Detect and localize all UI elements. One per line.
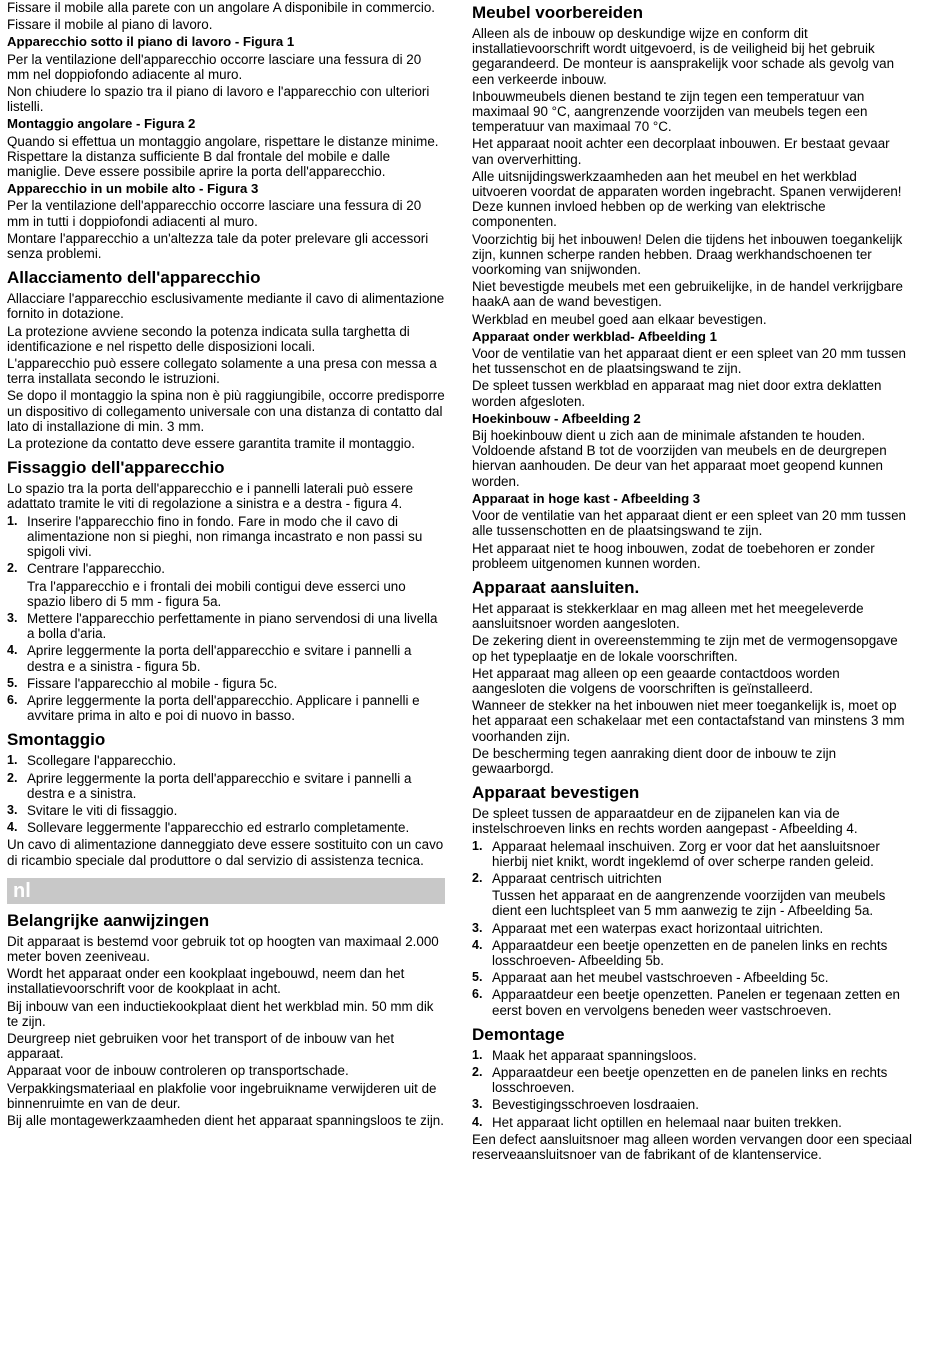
step-number: 1. — [7, 753, 18, 768]
section-heading: Apparaat aansluiten. — [472, 577, 640, 597]
step-text: Het apparaat licht optillen en helemaal naar buiten trekken. — [492, 1114, 842, 1130]
step-number: 2. — [472, 1064, 483, 1079]
step-item — [472, 987, 912, 1017]
step-item — [472, 1048, 912, 1063]
paragraph: L'apparecchio può essere collegato solamente a una presa con messa a terra installata secondo le istruzioni. — [7, 356, 437, 387]
paragraph: Allacciare l'apparecchio esclusivamente mediante il cavo di alimentazione fornito in dotazione. — [7, 291, 445, 322]
step-text: Apparaat met een waterpas exact horizontaal uitrichten. — [492, 920, 824, 936]
step-text: Apparaatdeur een beetje openzetten en de panelen links en rechts losschroeven- Afbeelding 5b. — [492, 937, 888, 968]
step-item — [472, 921, 912, 936]
step-text: Aprire leggermente la porta dell'apparecchio e svitare i pannelli a destra e a sinistra - figura 5b. — [27, 643, 412, 674]
step-text: Svitare le viti di fissaggio. — [27, 802, 178, 818]
step-number: 2. — [472, 870, 483, 885]
paragraph: Se dopo il montaggio la spina non è più raggiungibile, occorre predisporre un dispositivo di collegamento universale con una distanza di contatto dal lato di installazione di min. 3 mm. — [7, 388, 445, 434]
paragraph: Fissare il mobile al piano di lavoro. — [7, 17, 213, 33]
step-text: Apparaat centrisch uitrichten — [492, 870, 662, 886]
paragraph: Apparaat voor de inbouw controleren op transportschade. — [7, 1063, 349, 1079]
paragraph: Fissare il mobile alla parete con un angolare A disponibile in commercio. — [7, 0, 435, 15]
step-item — [472, 1097, 912, 1112]
step-text: Apparaat helemaal inschuiven. Zorg er voor dat het aansluitsnoer hierbij niet knikt, wordt ingeklemd of over scherpe randen geleid. — [492, 838, 880, 869]
step-number: 4. — [7, 643, 18, 658]
paragraph: Wanneer de stekker na het inbouwen niet meer toegankelijk is, moet op het apparaat een schakelaar met een contactafstand van minstens 3 mm voorhanden zijn. — [472, 698, 905, 744]
step-text: Mettere l'apparecchio perfettamente in piano servendosi di una livella a bolla d'aria. — [27, 610, 438, 642]
paragraph: Inbouwmeubels dienen bestand te zijn tegen een temperatuur van maximaal 90 °C, aangrenzende voorzijden van meubels tegen een temperatuur van maximaal 70 °C. — [472, 88, 868, 135]
step-number: 1. — [472, 1047, 483, 1062]
step-item — [472, 1115, 912, 1130]
subheading: Apparecchio in un mobile alto - Figura 3 — [7, 181, 259, 197]
paragraph: Niet bevestigde meubels met een gebruikelijke, in de handel verkrijgbare haakA aan de wand bevestigen. — [472, 279, 903, 310]
subheading: Montaggio angolare - Figura 2 — [7, 116, 196, 132]
step-item — [7, 771, 445, 801]
step-number: 3. — [472, 1097, 483, 1112]
paragraph: La protezione da contatto deve essere garantita tramite il montaggio. — [7, 436, 415, 452]
step-number: 4. — [472, 937, 483, 952]
right-column — [472, 0, 912, 1164]
step-number: 6. — [7, 692, 18, 707]
language-bar — [7, 878, 445, 904]
paragraph: Voor de ventilatie van het apparaat dient er een spleet van 20 mm tussen alle tussenschotten en de plaatsingswand te zijn. — [472, 508, 906, 539]
paragraph: De zekering dient in overeenstemming te zijn met de vermogensopgave op het typeplaatje en de lokale voorschriften. — [472, 633, 898, 664]
paragraph: Het apparaat mag alleen op een geaarde contactdoos worden aangesloten die volgens de voorschriften is geïnstalleerd. — [472, 665, 840, 696]
paragraph: Quando si effettua un montaggio angolare, rispettare le distanze minime. Rispettare la distanza sufficiente B dal frontale del mobile e dalle maniglie. Deve essere possibile aprire la porta dell'apparecchio. — [7, 133, 439, 180]
step-text: Fissare l'apparecchio al mobile - figura 5c. — [27, 675, 278, 691]
step-number: 5. — [472, 970, 483, 985]
steps-list — [472, 839, 912, 1018]
step-item — [472, 970, 912, 985]
section-heading: Apparaat bevestigen — [472, 783, 640, 803]
paragraph: Alleen als de inbouw op deskundige wijze en conform dit installatievoorschrift wordt uitgevoerd, is de veiligheid bij het gebruik gegarandeerd. De monteur is aansprakelijk voor schade als gevolg van een verkeerde inbouw. — [472, 26, 895, 87]
paragraph: Non chiudere lo spazio tra il piano di lavoro e l'apparecchio con ulteriori listelli. — [7, 84, 430, 115]
paragraph: Een defect aansluitsnoer mag alleen worden vervangen door een speciaal reserveaansluitsnoer van de fabrikant of de klantenservice. — [472, 1131, 912, 1162]
paragraph: Alle uitsnijdingswerkzaamheden aan het meubel en het werkblad uitvoeren voordat de apparaten worden ingebracht. Spanen verwijderen! Deze kunnen invloed hebben op de werking van elektrische componenten. — [472, 168, 902, 230]
steps-list — [7, 514, 445, 724]
step-number: 2. — [7, 770, 18, 785]
section-heading: Allacciamento dell'apparecchio — [7, 268, 261, 288]
paragraph: Deurgreep niet gebruiken voor het transport of de inbouw van het apparaat. — [7, 1030, 395, 1062]
paragraph: Dit apparaat is bestemd voor gebruik tot op hoogten van maximaal 2.000 meter boven zeeniveau. — [7, 933, 439, 964]
step-note: Tussen het apparaat en de aangrenzende voorzijden van meubels dient een luchtspleet van 5 mm aanwezig te zijn - Afbeelding 5a. — [492, 888, 886, 919]
step-number: 1. — [7, 513, 18, 528]
step-number: 3. — [7, 802, 18, 817]
paragraph: Bij hoekinbouw dient u zich aan de minimale afstanden te houden. Voldoende afstand B tot de voorzijden van meubels en de deurgrepen hiervan aanhouden. De deur van het apparaat moet geopend kunnen worden. — [472, 428, 887, 489]
paragraph: Per la ventilazione dell'apparecchio occorre lasciare una fessura di 20 mm nel doppiofondo adiacente al muro. — [7, 51, 422, 82]
step-item — [472, 938, 912, 968]
step-text: Inserire l'apparecchio fino in fondo. Fare in modo che il cavo di alimentazione non si pieghi, non rimanga incastrato e non passi su spigoli vivi. — [27, 513, 423, 560]
language-tag: nl — [13, 879, 31, 902]
step-text: Apparaatdeur een beetje openzetten en de panelen links en rechts losschroeven. — [492, 1064, 888, 1096]
paragraph: Het apparaat niet te hoog inbouwen, zodat de toebehoren er zonder probleem uitgenomen kunnen worden. — [472, 540, 875, 571]
step-number: 5. — [7, 675, 18, 690]
step-item — [472, 871, 912, 919]
step-item — [7, 753, 445, 768]
step-text: Bevestigingsschroeven losdraaien. — [492, 1097, 699, 1113]
paragraph: Het apparaat nooit achter een decorplaat inbouwen. Er bestaat gevaar van oververhitting. — [472, 136, 890, 167]
step-item — [7, 820, 445, 835]
step-item — [7, 643, 445, 673]
paragraph: Bij inbouw van een inductiekookplaat dient het werkblad min. 50 mm dik te zijn. — [7, 998, 434, 1029]
step-text: Apparaatdeur een beetje openzetten. Panelen er tegenaan zetten en eerst boven en vervolgens beneden weer vastschroeven. — [492, 987, 900, 1018]
section-heading: Fissaggio dell'apparecchio — [7, 458, 225, 478]
subheading: Apparaat in hoge kast - Afbeelding 3 — [472, 490, 701, 506]
step-item — [472, 1065, 912, 1095]
step-number: 3. — [472, 920, 483, 935]
steps-list — [472, 1048, 912, 1130]
left-column — [7, 0, 445, 1130]
step-text: Aprire leggermente la porta dell'apparecchio. Applicare i pannelli e avvitare prima in alto e poi di nuovo in basso. — [27, 692, 420, 724]
step-number: 3. — [7, 610, 18, 625]
paragraph: Montare l'apparecchio a un'altezza tale da poter prelevare gli accessori senza problemi. — [7, 230, 429, 262]
paragraph: Lo spazio tra la porta dell'apparecchio e i pannelli laterali può essere adattato tramite le viti di regolazione a sinistra e a destra - figura 4. — [7, 481, 414, 512]
step-item — [7, 514, 445, 560]
paragraph: Het apparaat is stekkerklaar en mag alleen met het meegeleverde aansluitsnoer worden aangesloten. — [472, 600, 864, 632]
step-text: Centrare l'apparecchio. — [27, 561, 166, 577]
paragraph: Verpakkingsmateriaal en plakfolie voor ingebruikname verwijderen uit de binnenruimte en van de deur. — [7, 1080, 437, 1111]
steps-list — [7, 753, 445, 835]
section-heading: Belangrijke aanwijzingen — [7, 910, 210, 930]
step-item — [472, 839, 912, 869]
step-item — [7, 676, 445, 691]
step-number: 1. — [472, 838, 483, 853]
step-number: 6. — [472, 987, 483, 1002]
step-text: Maak het apparaat spanningsloos. — [492, 1047, 697, 1063]
subheading: Apparaat onder werkblad- Afbeelding 1 — [472, 328, 717, 344]
step-number: 4. — [7, 820, 18, 835]
subheading: Apparecchio sotto il piano di lavoro - Figura 1 — [7, 34, 295, 50]
paragraph: De spleet tussen de apparaatdeur en de zijpanelen kan via de instelschroeven links en rechts worden aangepast - Afbeelding 4. — [472, 806, 858, 837]
paragraph: Un cavo di alimentazione danneggiato deve essere sostituito con un cavo di ricambio speciale dal produttore o dal servizio di assistenza tecnica. — [7, 837, 444, 868]
subheading: Hoekinbouw - Afbeelding 2 — [472, 410, 641, 426]
section-heading: Smontaggio — [7, 730, 106, 750]
paragraph: Wordt het apparaat onder een kookplaat ingebouwd, neem dan het installatievoorschrift voor de kookplaat in acht. — [7, 966, 405, 997]
step-number: 2. — [7, 561, 18, 576]
section-heading: Meubel voorbereiden — [472, 3, 643, 22]
paragraph: Voor de ventilatie van het apparaat dient er een spleet van 20 mm tussen het tussenschot en de plaatsingswand te zijn. — [472, 346, 906, 377]
paragraph: Werkblad en meubel goed aan elkaar bevestigen. — [472, 311, 767, 327]
step-item — [7, 803, 445, 818]
paragraph: De spleet tussen werkblad en apparaat mag niet door extra deklatten worden afgesloten. — [472, 378, 882, 409]
paragraph: De bescherming tegen aanraking dient door de inbouw te zijn gewaarborgd. — [472, 745, 837, 776]
step-text: Sollevare leggermente l'apparecchio ed estrarlo completamente. — [27, 820, 410, 836]
step-item — [7, 561, 445, 609]
step-note: Tra l'apparecchio e i frontali dei mobili contigui deve esserci uno spazio libero di 5 mm - figura 5a. — [27, 578, 406, 609]
step-text: Aprire leggermente la porta dell'apparecchio e svitare i pannelli a destra e a sinistra. — [27, 770, 412, 801]
step-item — [7, 693, 445, 723]
step-text: Apparaat aan het meubel vastschroeven - Afbeelding 5c. — [492, 970, 829, 986]
step-number: 4. — [472, 1114, 483, 1129]
step-text: Scollegare l'apparecchio. — [27, 753, 177, 769]
step-item — [7, 611, 445, 641]
section-heading: Demontage — [472, 1024, 565, 1044]
paragraph: Per la ventilazione dell'apparecchio occorre lasciare una fessura di 20 mm in tutti i doppiofondi adiacenti al muro. — [7, 198, 422, 229]
paragraph: Voorzichtig bij het inbouwen! Delen die tijdens het inbouwen toegankelijk zijn, kunnen scherpe randen hebben. Draag werkhandschoenen ter voorkoming van snijwonden. — [472, 231, 903, 278]
paragraph: Bij alle montagewerkzaamheden dient het apparaat spanningsloos te zijn. — [7, 1112, 444, 1128]
paragraph: La protezione avviene secondo la potenza indicata sulla targhetta di identificazione e nel rispetto delle disposizioni locali. — [7, 323, 410, 354]
